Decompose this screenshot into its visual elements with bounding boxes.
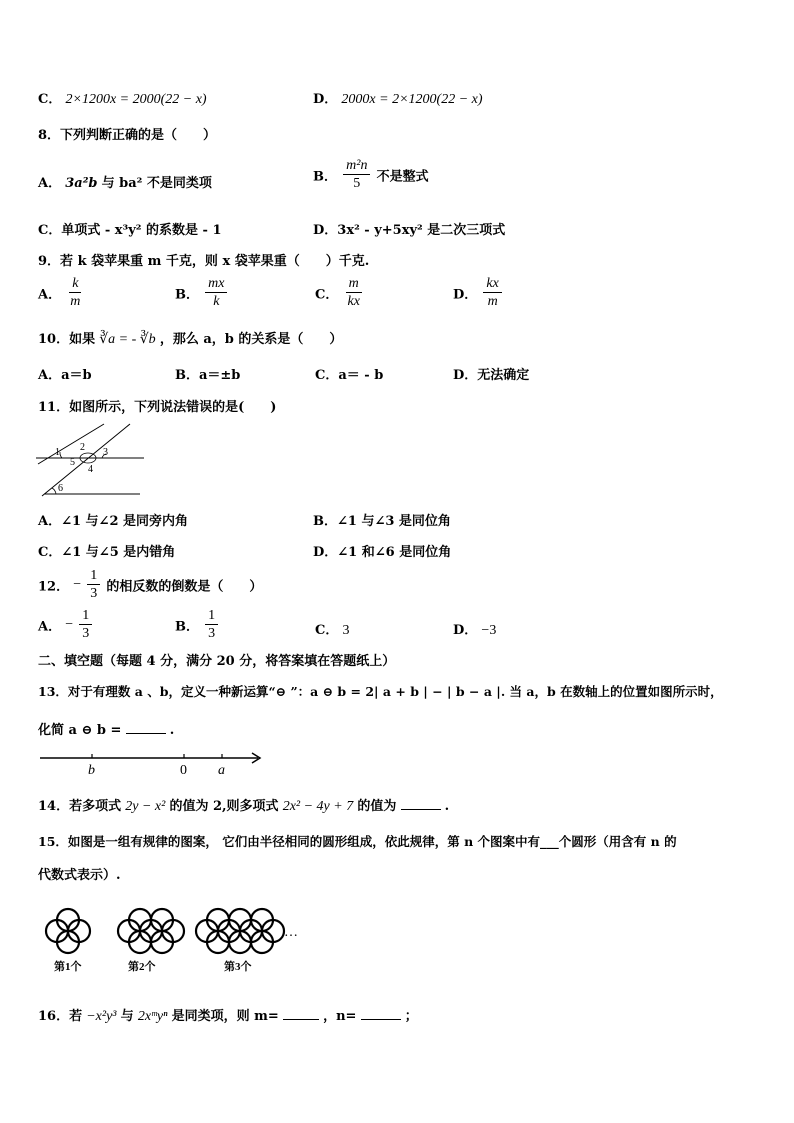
option-label: C． [38, 92, 62, 107]
section-title: 二、填空题（每题 4 分，满分 20 分，将答案填在答题纸上） [38, 654, 396, 669]
stem-text: 16．若 [38, 1009, 83, 1024]
denominator: 3 [208, 626, 216, 642]
denominator: 3 [82, 626, 90, 642]
q12-option-a [38, 608, 94, 642]
stem-text: 的值为 [357, 799, 397, 814]
angle-label-4: 4 [88, 464, 93, 475]
equation: 2000x = 2×1200(22 − x) [341, 92, 483, 107]
equation: 2×1200x = 2000(22 − x) [65, 92, 207, 107]
ellipsis: … [284, 925, 298, 940]
q11-figure [36, 420, 148, 498]
numerator: 1 [205, 608, 218, 625]
fraction [79, 608, 92, 642]
expression: 2x² − 4y + 7 [282, 799, 354, 814]
option-label: D． [453, 623, 478, 638]
denominator: 3 [90, 586, 98, 602]
stem-text: 14．若多项式 [38, 799, 122, 814]
denominator: m [487, 294, 498, 310]
q9-option-a [38, 276, 85, 310]
fraction [205, 608, 218, 642]
q16-stem [38, 1005, 418, 1025]
expression: −x²y³ [86, 1009, 117, 1024]
q15-circle-patterns [38, 906, 308, 976]
numerator: 1 [87, 568, 100, 585]
axis-label-a: a [218, 763, 225, 778]
answer-blank[interactable] [401, 809, 441, 810]
q8-option-c: C．单项式 - x³y² 的系数是 - 1 [38, 223, 222, 238]
stem-text: ，n= [323, 1009, 357, 1024]
q9-option-d [453, 276, 504, 310]
denominator: k [213, 294, 220, 310]
stem-text: 化简 a ⊖ b = [38, 723, 122, 738]
answer-blank-m[interactable] [283, 1019, 319, 1020]
stem-text: 10．如果 [38, 332, 96, 347]
caption-3: 第3个 [224, 961, 252, 973]
q12-option-b [175, 608, 220, 642]
q11-option-b: B．∠1 与∠3 是同位角 [313, 514, 451, 529]
stem-text: 与 [120, 1009, 134, 1024]
expression: 2xᵐyⁿ [137, 1009, 168, 1024]
question-number: 12． [38, 579, 70, 595]
angle-label-6: 6 [58, 483, 63, 494]
equation: ∛a = - ∛b [99, 332, 156, 347]
axis-label-0: 0 [180, 763, 187, 778]
angle-label-2: 2 [80, 442, 85, 453]
denominator: kx [347, 294, 360, 310]
option-label: B． [313, 169, 337, 185]
fraction [483, 276, 501, 310]
q12-option-d [453, 619, 496, 639]
q10-option-b: B．a＝±b [175, 368, 241, 383]
q13-line2 [38, 719, 174, 738]
q9-stem: 9．若 k 袋苹果重 m 千克，则 x 袋苹果重（ ）千克. [38, 254, 370, 269]
denominator: m [70, 294, 81, 310]
q10-stem [38, 328, 342, 348]
q11-option-c: C．∠1 与∠5 是内错角 [38, 545, 176, 560]
q13-line1: 13．对于有理数 a 、b，定义一种新运算“⊖ ”：a ⊖ b = 2| a + b | − | b − a |. 当 a，b 在数轴上的位置如图所示时， [38, 684, 723, 699]
q8-stem: 8．下列判断正确的是（ ） [38, 128, 217, 143]
option-label: A． [38, 619, 62, 635]
q7-option-c [38, 88, 207, 108]
angle-label-5: 5 [70, 457, 75, 468]
answer-blank[interactable] [126, 733, 166, 734]
numerator: k [69, 276, 81, 293]
option-text: 不是整式 [376, 169, 429, 185]
q10-option-c: C．a＝ - b [315, 368, 384, 383]
q12-option-c [315, 619, 350, 639]
option-label: C． [315, 623, 339, 638]
option-value: −3 [481, 623, 497, 638]
sign: − [65, 616, 74, 632]
numerator: kx [483, 276, 501, 293]
stem-text: . [169, 723, 175, 738]
option-label: B． [175, 619, 199, 635]
q11-option-d: D．∠1 和∠6 是同位角 [313, 545, 452, 560]
stem-text: ； [404, 1009, 418, 1024]
q11-option-a: A．∠1 与∠2 是同旁内角 [38, 514, 189, 529]
q10-option-a: A．a＝b [38, 368, 92, 383]
option-label: A． [38, 176, 62, 191]
angle-label-3: 3 [103, 447, 108, 458]
stem-text: 的相反数的倒数是（ ） [106, 579, 263, 595]
option-label: D． [313, 92, 338, 107]
option-label: C． [315, 287, 339, 303]
fraction [345, 276, 363, 310]
axis-label-b: b [88, 763, 95, 778]
fraction [343, 158, 370, 192]
denominator: 5 [353, 176, 361, 192]
caption-1: 第1个 [54, 961, 82, 973]
fraction [87, 568, 100, 602]
stem-text: . [444, 799, 450, 814]
stem-text: 是同类项，则 m= [171, 1009, 279, 1024]
q12-stem: 12． − $\frac{1}{3}$ 的相反数的倒数是（ ） [38, 568, 263, 602]
q11-stem: 11．如图所示，下列说法错误的是( ) [38, 400, 277, 415]
option-label: A． [38, 287, 62, 303]
numerator: mx [205, 276, 227, 293]
expression: 2y − x² [125, 799, 166, 814]
option-text: 与 ba² 不是同类项 [101, 176, 212, 191]
q15-line1: 15．如图是一组有规律的图案， 它们由半径相同的圆形组成，依此规律，第 n 个图案中有___个圆形（用含有 n 的 [38, 834, 677, 849]
angle-label-1: 1 [55, 447, 60, 458]
option-label: D． [453, 287, 478, 303]
q13-number-line [38, 748, 268, 778]
q7-option-d [313, 88, 483, 108]
caption-2: 第2个 [128, 961, 156, 973]
stem-text: ，那么 a，b 的关系是（ ） [159, 332, 343, 347]
numerator: 1 [79, 608, 92, 625]
q8-option-b [313, 158, 429, 192]
numerator: m [346, 276, 362, 293]
option-label: B． [175, 287, 199, 303]
numerator: m²n [343, 158, 370, 175]
answer-blank-n[interactable] [361, 1019, 401, 1020]
q8-option-d: D．3x² - y+5xy² 是二次三项式 [313, 223, 506, 238]
fraction [67, 276, 83, 310]
stem-text: 的值为 2,则多项式 [169, 799, 279, 814]
q10-option-d: D．无法确定 [453, 368, 530, 383]
q14-stem [38, 795, 449, 815]
q9-option-b [175, 276, 229, 310]
option-value: 3 [342, 623, 350, 638]
q9-option-c [315, 276, 365, 310]
q8-option-a [38, 172, 212, 191]
fraction [205, 276, 227, 310]
q15-line2: 代数式表示）. [38, 868, 121, 883]
term: 3a²b [65, 176, 98, 191]
